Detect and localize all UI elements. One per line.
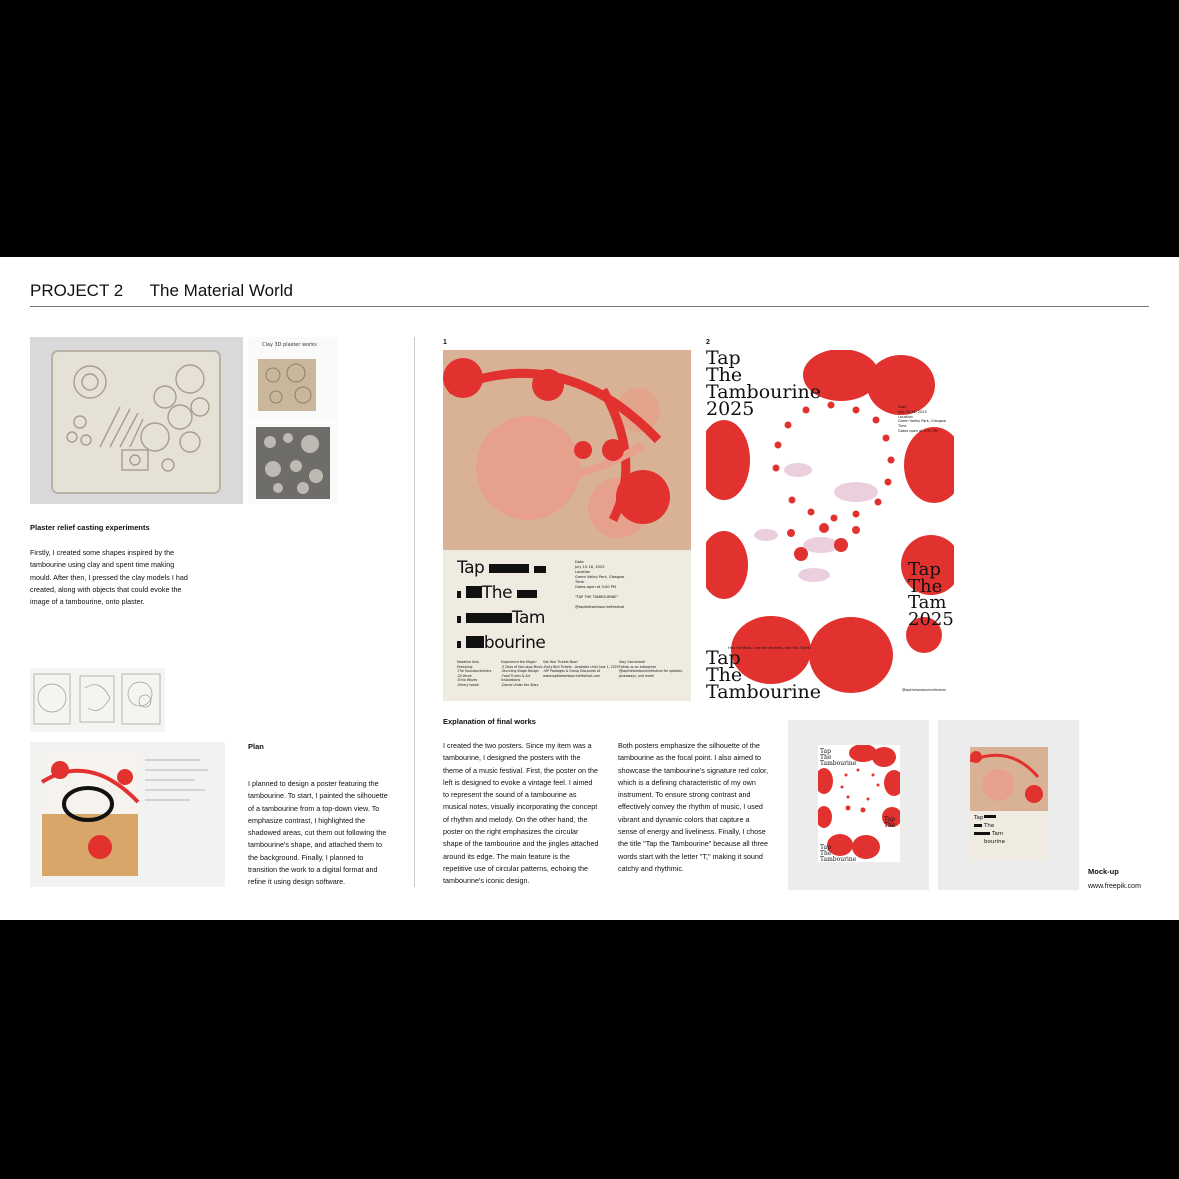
svg-text:Tambourine: Tambourine	[820, 856, 857, 862]
svg-text:Tap: Tap	[820, 748, 831, 755]
poster-2-mid-title	[908, 559, 954, 630]
clay-plaster-photo-bottom	[248, 424, 338, 504]
mockup-poster-1-frame	[970, 747, 1048, 860]
poster-1-tagline: "TAP THE TAMBOURINE"	[575, 595, 619, 599]
poster-1-col-1: Headline Acts Featuring: -The Soundscratchers -DJ Verve -Echo Waves -Emery Isaiah	[457, 660, 492, 687]
poster-2-mid-line: Tam	[908, 592, 947, 613]
mockup-poster-2-frame	[818, 745, 900, 862]
svg-text:Tap: Tap	[974, 815, 984, 821]
mockup-label: Mock-up	[1088, 867, 1119, 876]
poster-1-number: 1	[443, 339, 447, 346]
poster-1-line-bourine: bourine	[457, 631, 567, 656]
explanation-heading: Explanation of final works	[443, 717, 536, 726]
svg-text:bourine: bourine	[984, 839, 1006, 845]
mockup-poster-1-photo	[938, 720, 1079, 890]
poster-2-bottom-line: Tambourine	[706, 681, 822, 701]
plan-collage-photo	[30, 742, 225, 887]
poster-2-title-line: 2025	[706, 398, 755, 420]
casting-heading: Plaster relief casting experiments	[30, 523, 150, 532]
casting-body: Firstly, I created some shapes inspired by the tambourine using clay and spent time making mould. After then, I pressed the clay models I had created, along with objects that could evoke the image of a tambourine, onto plaster.	[30, 548, 188, 607]
svg-text:Tap: Tap	[820, 844, 831, 851]
portfolio-page	[0, 257, 1179, 920]
plan-heading: Plan	[248, 742, 264, 751]
mockup-poster-2-photo	[788, 720, 929, 890]
svg-text:The: The	[884, 822, 896, 829]
poster-2-handle: @tapthetambourinefestival	[902, 688, 946, 692]
mockup-credit: www.freepik.com	[1088, 883, 1141, 890]
column-divider	[414, 337, 415, 887]
poster-2-mid-line: The	[908, 575, 943, 597]
poster-2-mid-line: Tap	[908, 559, 941, 580]
plan-body: I planned to design a poster featuring the tambourine. To start, I painted the silhouette of a tambourine from a top-down view. To emphasize contrast, I highlighted the shadowed areas, cut them out following the tambourine's shape, and attached them to the background. Finally, I planned to transition the work to a digital format and refine it using design software.	[248, 779, 388, 887]
poster-2-title-line: Tambourine	[706, 381, 822, 403]
clay-plaster-photo-top	[248, 337, 338, 421]
poster-1-line-the: The	[457, 581, 567, 606]
svg-text:Tambourine: Tambourine	[820, 760, 857, 767]
page-header	[30, 281, 293, 301]
poster-2-bottom-line: The	[706, 664, 743, 686]
poster-1-col-2: Experience the Magic! -3 Days of Non-stop Music -Stunning Stage Design -Food Trucks & Art Installations -Dance Under the Stars	[501, 660, 543, 687]
poster-1-handle: @tapthetambourinefestival	[575, 605, 625, 609]
poster-1-line-tam: Tam	[457, 606, 567, 631]
svg-text:The: The	[820, 754, 832, 761]
project-title: The Material World	[149, 281, 293, 300]
poster-2-title	[706, 350, 821, 418]
svg-text:The: The	[984, 823, 995, 829]
svg-text:Tam: Tam	[992, 831, 1004, 837]
explanation-col-1: I created the two posters. Since my item was a tambourine, I designed the posters with the theme of a music festival. First, the poster on the left is designed to evoke a vintage feel. I aimed to represent the sound of a tambourine as musical notes, visually incorporating the concept of rhythm and melody. On the other hand, the poster on the right emphasizes the circular shape of the tambourine and the jingles attached around its edge. The main feature is the repetitive use of circular patterns, echoing the tambourine's iconic design.	[443, 741, 599, 886]
poster-1-col-3: Get Your Tickets Now! -Early Bird Tickets - Available Until June 1, 2025 -VIP Packages & Group Discounts at www.tapthetambourinefestival.com	[543, 660, 619, 678]
sketch-note: Clay 3D plaster works	[262, 342, 317, 348]
sketch-photo	[30, 668, 165, 732]
poster-2-title-line: The	[706, 364, 743, 386]
poster-2-title-line: Tap	[706, 350, 741, 369]
poster-2-footer: Feel the Beat. Live the Moment. See You There!	[728, 646, 812, 650]
poster-2-number: 2	[706, 339, 710, 346]
poster-2-bottom-line: Tap	[706, 647, 741, 669]
poster-1-line-tap: Tap	[457, 556, 567, 581]
svg-text:Tap: Tap	[884, 816, 895, 823]
poster-1-col-4: Stay Connected! Follow us on Instagram @tapthetambourinefestival for updates, giveaways, and more!	[619, 660, 684, 678]
header-rule	[30, 306, 1149, 307]
explanation-col-2: Both posters emphasize the silhouette of the tambourine as the focal point. I also aimed to showcase the tambourine's signature red color, which is a defining characteristic of my own instrument. To ensure strong contrast and effectively convey the rhythm of music, I used vibrant and dynamic colors that capture a sense of energy and liveliness. Finally, I chose the title "Tap the Tambourine" because all three words start with the letter "T," making it sound catchy and rhythmic.	[618, 741, 769, 873]
poster-1-panel	[443, 550, 691, 701]
poster-1	[443, 350, 691, 701]
poster-1-info: Date July 15-16, 2025 Location Green Valley Park, Glasgow Time Gates open at 3:00 PM	[575, 560, 625, 589]
poster-2-info: Date July 15-16, 2025 Location Green Valley Park, Glasgow Time Gates open at 3:00 PM	[898, 405, 946, 433]
poster-2-mid-line: 2025	[908, 608, 954, 630]
plaster-relief-photo	[30, 337, 243, 504]
poster-2	[706, 350, 954, 701]
svg-text:The: The	[820, 850, 832, 857]
project-number: PROJECT 2	[30, 281, 124, 300]
poster-1-title-block	[457, 556, 567, 656]
